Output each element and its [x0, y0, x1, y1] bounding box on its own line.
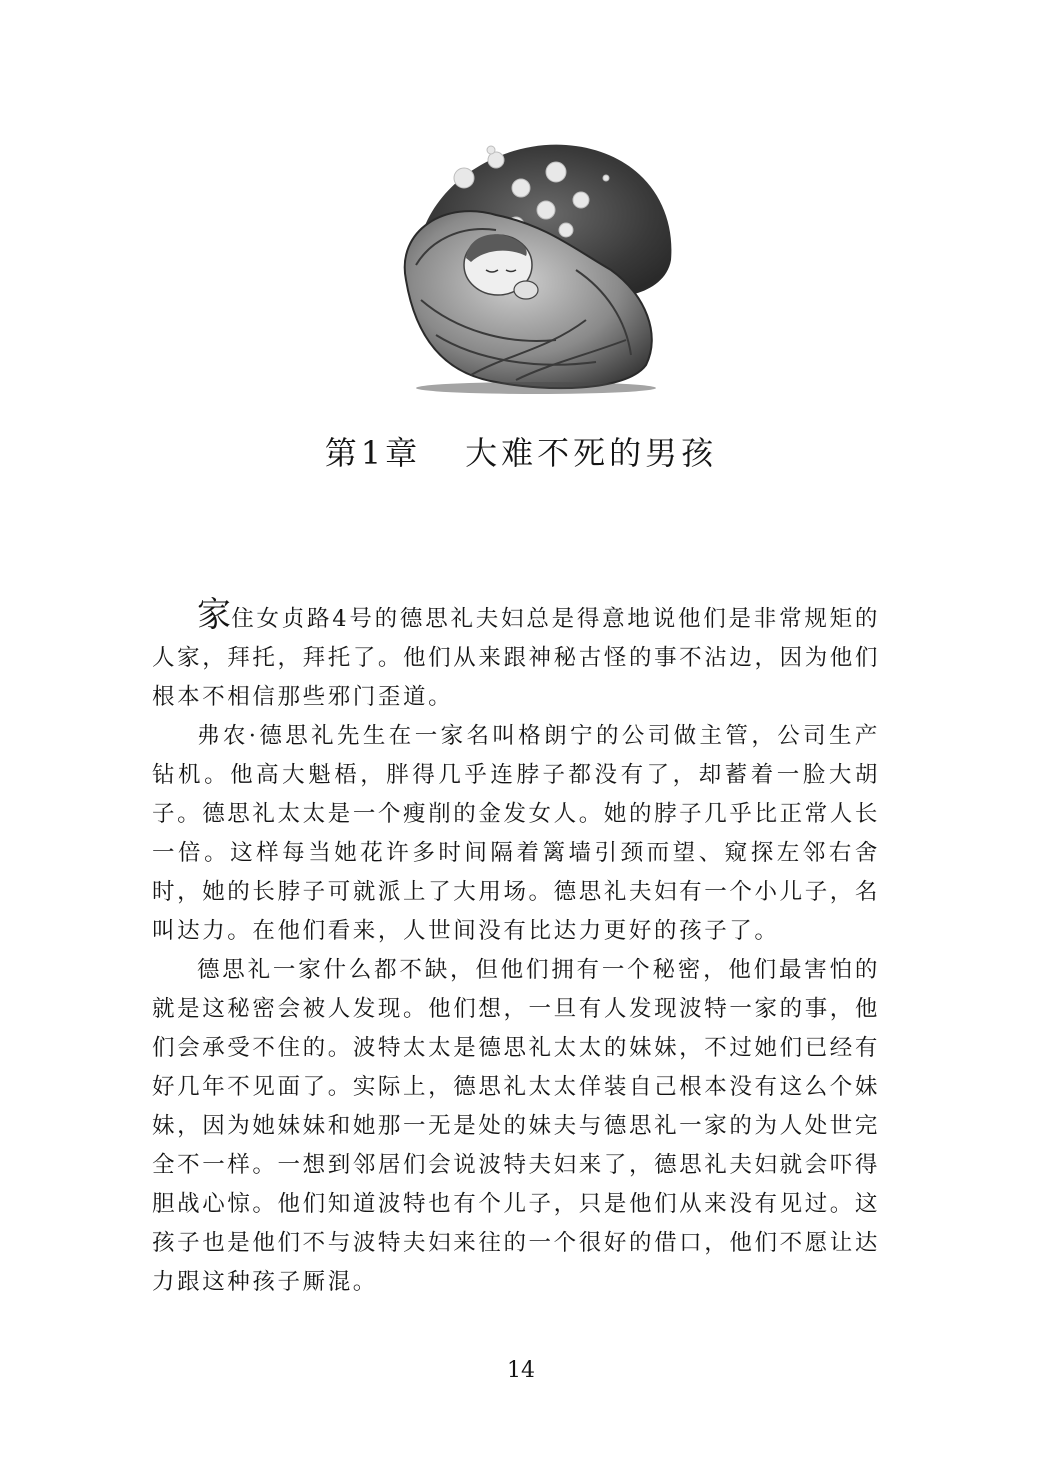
paragraph-2: 弗农·德思礼先生在一家名叫格朗宁的公司做主管，公司生产钻机。他高大魁梧，胖得几乎连脖子都没有了，却蓄着一脸大胡子。德思礼太太是一个瘦削的金发女人。她的脖子几乎比正常人长一倍。这样每当她花许多时间隔着篱墙引颈而望、窥探左邻右舍时，她的长脖子可就派上了大用场。德思礼夫妇有一个小儿子，名叫达力。在他们看来，人世间没有比达力更好的孩子了。	[152, 723, 880, 944]
dropcap: 家	[197, 595, 232, 635]
sleeping-baby-in-blanket-illustration	[376, 130, 686, 400]
chapter-title: 大难不死的男孩	[465, 434, 718, 472]
paragraph-1-text: 住女贞路4号的德思礼夫妇总是得意地说他们是非常规矩的人家，拜托，拜托了。他们从来跟神秘古怪的事不沾边，因为他们根本不相信那些邪门歪道。	[152, 606, 881, 710]
chapter-body	[152, 595, 881, 1302]
paragraph-3: 德思礼一家什么都不缺，但他们拥有一个秘密，他们最害怕的就是这秘密会被人发现。他们想，一旦有人发现波特一家的事，他们会承受不住的。波特太太是德思礼太太的妹妹，不过她们已经有好几年不见面了。实际上，德思礼太太佯装自己根本没有这么个妹妹，因为她妹妹和她那一无是处的妹夫与德思礼一家的为人处世完全不一样。一想到邻居们会说波特夫妇来了，德思礼夫妇就会吓得胆战心惊。他们知道波特也有个儿子，只是他们从来没有见过。这孩子也是他们不与波特夫妇来往的一个很好的借口，他们不愿让达力跟这种孩子厮混。	[152, 957, 880, 1295]
page-number: 14	[507, 1358, 535, 1383]
chapter-number: 第1章	[324, 434, 422, 472]
paragraph-1	[152, 595, 881, 717]
chapter-heading	[0, 428, 1042, 474]
